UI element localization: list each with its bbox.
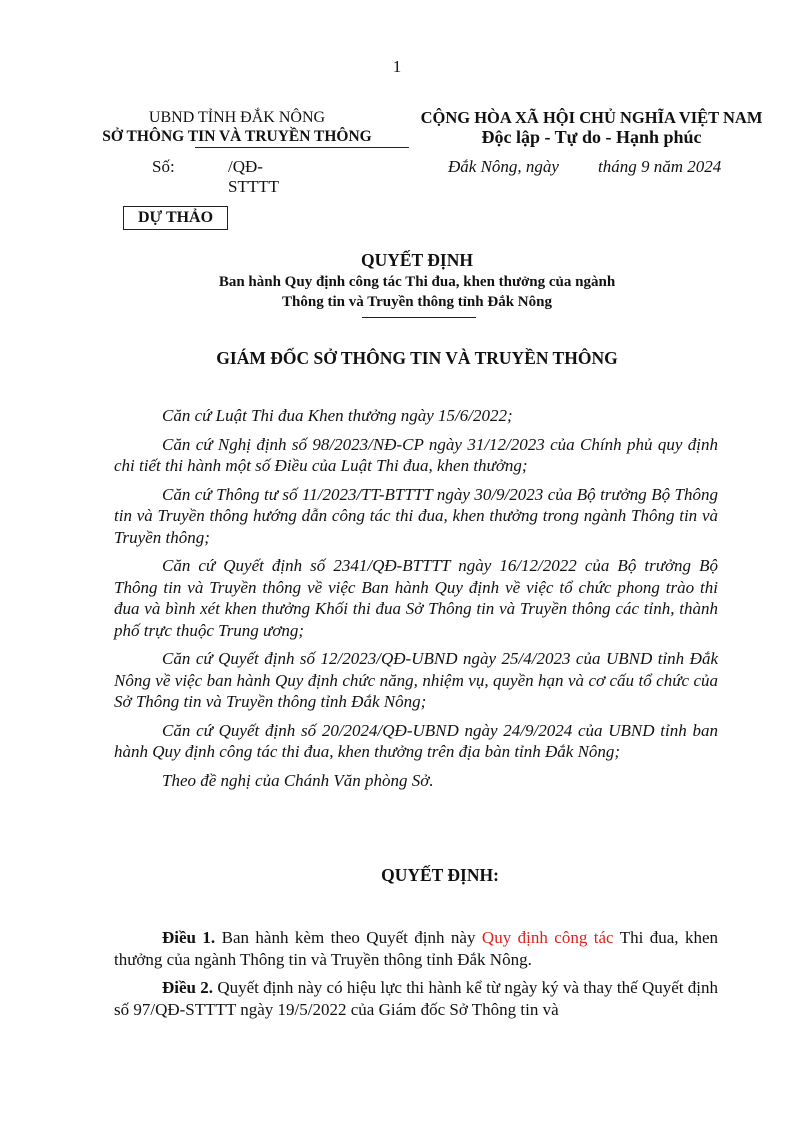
legal-basis-item: Căn cứ Nghị định số 98/2023/NĐ-CP ngày 31/12/2023 của Chính phủ quy định chi tiết thi hành một số Điều của Luật Thi đua, khen thưởng; xyxy=(114,434,718,475)
legal-basis-item: Căn cứ Thông tư số 11/2023/TT-BTTTT ngày 30/9/2023 của Bộ trưởng Bộ Thông tin và Truyền thông hướng dẫn công tác thi đua, khen thưởng trong ngành Thông tin và Truyền thông; xyxy=(114,484,718,547)
national-motto: Độc lập - Tự do - Hạnh phúc xyxy=(481,127,702,147)
legal-basis-item: Căn cứ Quyết định số 20/2024/QĐ-UBND ngày 24/9/2024 của UBND tỉnh ban hành Quy định công tác thi đua, khen thưởng trên địa bàn tỉnh Đắk Nông; xyxy=(114,720,718,761)
document-date-month-year: tháng 9 năm 2024 xyxy=(598,157,722,176)
national-motto-block xyxy=(408,108,775,148)
document-number-code: /QĐ-STTTT xyxy=(228,157,279,196)
document-subtitle xyxy=(0,272,794,312)
subtitle-line-2: Thông tin và Truyền thông tỉnh Đắk Nông xyxy=(282,294,552,310)
article-1-label: Điều 1. xyxy=(162,928,216,947)
decision-heading: QUYẾT ĐỊNH: xyxy=(381,865,499,885)
article-2-text: Quyết định này có hiệu lực thi hành kể từ ngày ký và thay thế Quyết định số 97/QĐ-STTTT ngày 19/5/2022 của Giám đốc Sở Thông tin và xyxy=(114,978,719,1019)
article-2-label: Điều 2. xyxy=(162,978,214,997)
subtitle-line-1: Ban hành Quy định công tác Thi đua, khen thưởng của ngành xyxy=(218,274,616,290)
agency-underline xyxy=(195,147,409,148)
draft-stamp: DỰ THẢO xyxy=(123,206,228,230)
page-number: 1 xyxy=(392,57,402,76)
legal-basis-item: Căn cứ Luật Thi đua Khen thưởng ngày 15/6/2022; xyxy=(162,406,513,425)
article-1-text-start: Ban hành kèm theo Quyết định này xyxy=(215,928,482,947)
article-2 xyxy=(114,977,718,1020)
article-1-text-end: Thi đua, khen thưởng của ngành Thông tin và Truyền thông tỉnh Đắk Nông. xyxy=(114,928,719,969)
issuing-authority: GIÁM ĐỐC SỞ THÔNG TIN VÀ TRUYỀN THÔNG xyxy=(216,348,618,368)
article-1-highlight: Quy định công tác xyxy=(481,928,614,947)
articles-section xyxy=(114,927,718,1027)
country-name: CỘNG HÒA XÃ HỘI CHỦ NGHĨA VIỆT NAM xyxy=(420,108,763,127)
article-1 xyxy=(114,927,718,970)
province-committee: UBND TỈNH ĐẮK NÔNG xyxy=(148,109,326,126)
document-date-place: Đắk Nông, ngày xyxy=(448,157,559,176)
document-number-label: Số: xyxy=(152,157,175,176)
legal-basis-item: Theo đề nghị của Chánh Văn phòng Sở. xyxy=(162,770,434,790)
issuing-agency-block xyxy=(96,108,378,146)
department-name: SỞ THÔNG TIN VÀ TRUYỀN THÔNG xyxy=(102,128,372,145)
title-underline xyxy=(362,317,476,318)
legal-basis-item: Căn cứ Quyết định số 12/2023/QĐ-UBND ngày 25/4/2023 của UBND tỉnh Đắk Nông về việc ban hành Quy định chức năng, nhiệm vụ, quyền hạn và cơ cấu tổ chức của Sở Thông tin và Truyền thông tỉnh Đắk Nông; xyxy=(114,649,718,711)
legal-basis-item: Căn cứ Quyết định số 2341/QĐ-BTTTT ngày 16/12/2022 của Bộ trưởng Bộ Thông tin và Truyền thông về việc Ban hành Quy định về việc tổ chức phong trào thi đua và bình xét khen thưởng Khối thi đua Sở Thông tin và Truyền thông các tỉnh, thành phố trực thuộc Trung ương; xyxy=(114,556,718,640)
document-title: QUYẾT ĐỊNH xyxy=(361,250,473,270)
legal-basis-section xyxy=(114,405,718,798)
